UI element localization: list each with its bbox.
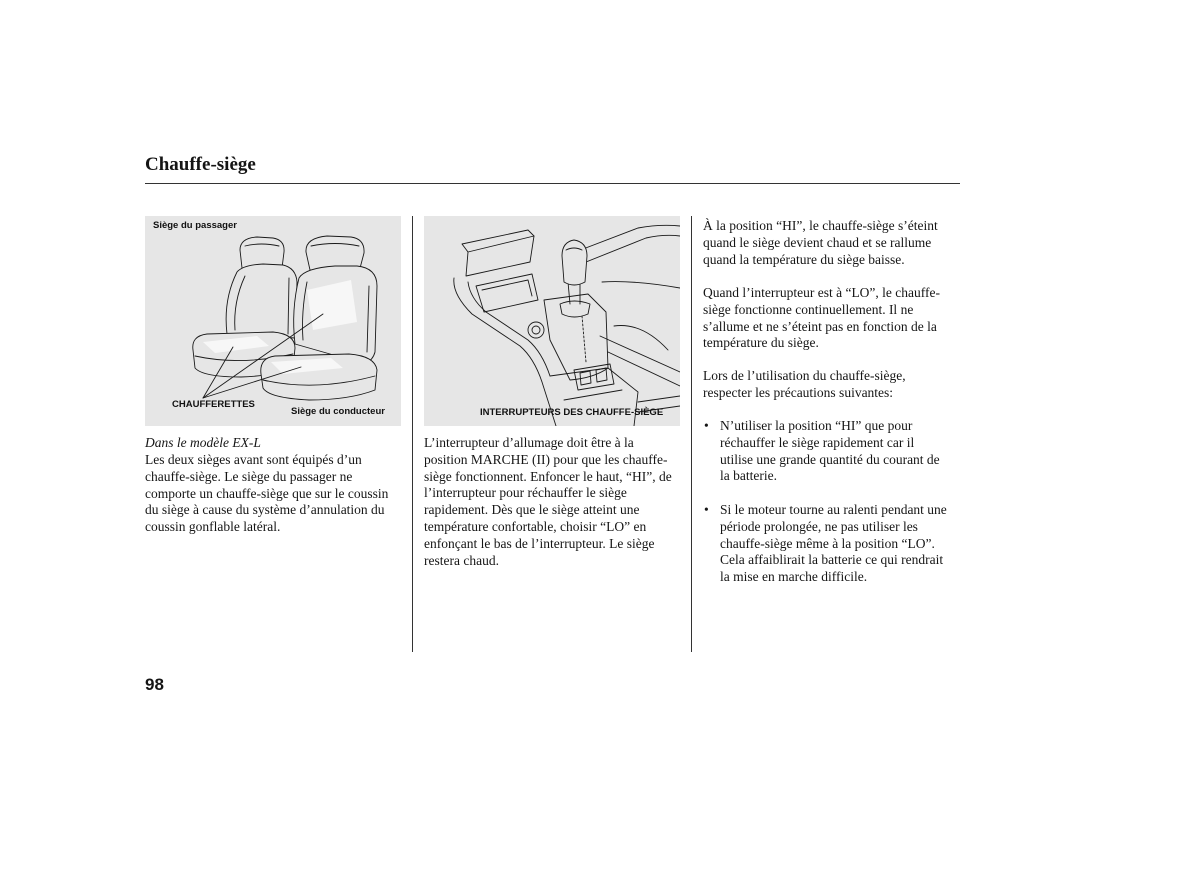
- text-line: respecter les précautions suivantes:: [703, 384, 894, 400]
- text-line: Cela affaiblirait la batterie ce qui rendrait: [720, 552, 944, 568]
- text-line: Quand l’interrupteur est à “LO”, le chauffe-: [703, 285, 941, 300]
- bullet-text: [720, 502, 947, 586]
- text-line: utilise une grande quantité du courant de: [720, 451, 940, 467]
- text-line: siège fonctionnent. Enfoncer le haut, “HI”, de: [424, 468, 672, 484]
- text-line: chauffe-siège même à la position “LO”.: [720, 535, 935, 551]
- title-rule: [145, 183, 960, 184]
- right-paragraph-1: [703, 218, 938, 268]
- model-note: Dans le modèle EX-L: [145, 435, 261, 450]
- text-line: quand la température du siège baisse.: [703, 251, 905, 267]
- text-line: période prolongée, ne pas utiliser les: [720, 518, 918, 534]
- text-line: enfonçant le bas de l’interrupteur. Le siège: [424, 535, 655, 551]
- text-line: réchauffer le siège rapidement car il: [720, 434, 915, 450]
- page-number: 98: [145, 675, 164, 694]
- text-line: du siège à cause du système d’annulation du: [145, 502, 385, 518]
- text-line: comporte un chauffe-siège que sur le coussin: [145, 485, 389, 501]
- console-drawing: [424, 216, 680, 426]
- text-line: quand le siège devient chaud et se rallume: [703, 234, 932, 250]
- right-paragraph-3: [703, 368, 906, 402]
- page-title: Chauffe-siège: [145, 154, 256, 175]
- switches-label: INTERRUPTEURS DES CHAUFFE-SIÈGE: [480, 407, 664, 418]
- console-illustration: [424, 216, 680, 426]
- seat-drawing: [145, 216, 401, 426]
- text-line: position MARCHE (II) pour que les chauffe-: [424, 451, 668, 467]
- heaters-label: CHAUFFERETTES: [172, 399, 255, 410]
- text-line: rapidement. Dès que le siège atteint une: [424, 502, 640, 518]
- text-line: la mise en marche difficile.: [720, 569, 868, 585]
- text-line: l’interrupteur pour réchauffer le siège: [424, 485, 627, 501]
- text-line: À la position “HI”, le chauffe-siège s’éteint: [703, 218, 938, 233]
- gear-shifter: [544, 240, 608, 380]
- text-line: coussin gonflable latéral.: [145, 519, 281, 535]
- bullet-icon: •: [704, 418, 709, 433]
- text-line: N’utiliser la position “HI” que pour: [720, 418, 913, 433]
- middle-paragraph: [424, 435, 672, 569]
- passenger-seat-label: Siège du passager: [153, 220, 237, 231]
- text-line: Si le moteur tourne au ralenti pendant une: [720, 502, 947, 517]
- text-line: siège fonctionne continuellement. Il ne: [703, 301, 914, 317]
- bullet-text: [720, 418, 940, 485]
- column-divider-left: [412, 216, 413, 652]
- right-paragraph-2: [703, 285, 940, 352]
- text-line: Lors de l’utilisation du chauffe-siège,: [703, 368, 906, 383]
- text-line: Les deux sièges avant sont équipés d’un: [145, 452, 362, 467]
- text-line: s’allume et ne s’éteint pas en fonction de la: [703, 318, 937, 334]
- left-paragraph: [145, 452, 388, 536]
- text-line: température confortable, choisir “LO” en: [424, 518, 647, 534]
- seat-illustration: [145, 216, 401, 426]
- bullet-icon: •: [704, 502, 709, 517]
- text-line: chauffe-siège. Le siège du passager ne: [145, 468, 353, 484]
- driver-seat-label: Siège du conducteur: [291, 406, 385, 417]
- text-line: la batterie.: [720, 468, 777, 484]
- text-line: L’interrupteur d’allumage doit être à la: [424, 435, 634, 450]
- text-line: température du siège.: [703, 335, 819, 351]
- column-divider-right: [691, 216, 692, 652]
- text-line: restera chaud.: [424, 552, 499, 568]
